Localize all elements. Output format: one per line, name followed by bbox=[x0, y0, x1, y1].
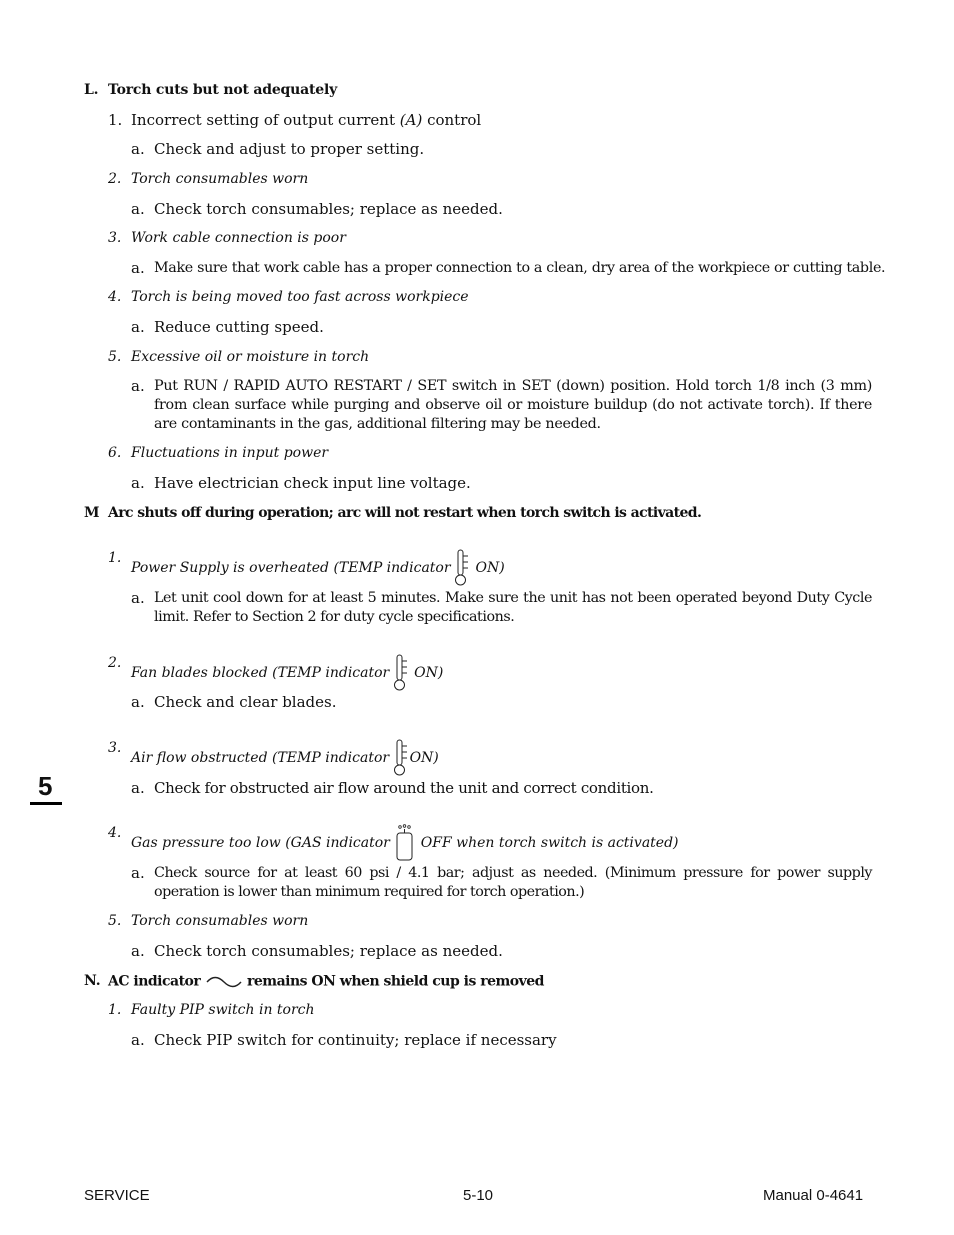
l-item6-a-marker: a. bbox=[131, 474, 145, 492]
l-item2-text: Torch consumables worn bbox=[131, 171, 309, 187]
l-item5-text: Excessive oil or moisture in torch bbox=[131, 349, 370, 365]
m-item1-pre: Power Supply is overheated (TEMP indicator bbox=[131, 560, 456, 576]
section-tab bbox=[30, 772, 62, 806]
m-item3-post: ON) bbox=[409, 750, 439, 766]
l-item1-post: control bbox=[422, 111, 482, 129]
m-item4-a-text: Check source for at least 60 psi / 4.1 bar; adjust as needed. (Minimum pressure for power supply operation is lower than minimum required for torch operation.) bbox=[154, 865, 872, 900]
thermometer-icon bbox=[455, 549, 471, 587]
m-item4-text bbox=[131, 824, 679, 862]
l-item5-a-marker: a. bbox=[131, 377, 145, 395]
m-item1-a-marker: a. bbox=[131, 589, 145, 607]
l-item4-text: Torch is being moved too fast across workpiece bbox=[131, 289, 469, 305]
m-item5-text: Torch consumables worn bbox=[131, 913, 309, 929]
l-item3-number: 3. bbox=[108, 230, 122, 246]
l-item6-a-text: Have electrician check input line voltage. bbox=[154, 474, 471, 492]
l-item1-a-marker: a. bbox=[131, 140, 145, 158]
l-item2-a-text: Check torch consumables; replace as needed. bbox=[154, 200, 503, 218]
m-item3-a-text: Check for obstructed air flow around the unit and correct condition. bbox=[154, 779, 654, 797]
m-item5-a-text: Check torch consumables; replace as needed. bbox=[154, 942, 503, 960]
m-item3-a-marker: a. bbox=[131, 779, 145, 797]
section-l-heading: Torch cuts but not adequately bbox=[108, 82, 338, 98]
l-item2-a-marker: a. bbox=[131, 200, 145, 218]
m-item4-a-marker: a. bbox=[131, 864, 145, 882]
m-item1-a-text: Let unit cool down for at least 5 minutes. Make sure the unit has not been operated beyond Duty Cycle limit. Refer to Section 2 for duty cycle specifications. bbox=[154, 590, 872, 625]
m-item3-pre: Air flow obstructed (TEMP indicator bbox=[131, 750, 394, 766]
section-l-marker: L. bbox=[84, 82, 99, 98]
section-n-heading bbox=[108, 972, 544, 992]
ac-wave-icon bbox=[205, 972, 243, 991]
l-item1-number: 1. bbox=[108, 111, 123, 129]
m-item3-text bbox=[131, 739, 439, 777]
m-item5-number: 5. bbox=[108, 913, 122, 929]
thermometer-icon bbox=[394, 654, 410, 692]
n-item1-number: 1. bbox=[108, 1002, 122, 1018]
m-item4-pre: Gas pressure too low (GAS indicator bbox=[131, 835, 395, 851]
m-item5-a-marker: a. bbox=[131, 942, 145, 960]
thermometer-icon bbox=[394, 739, 410, 777]
m-item1-post: ON) bbox=[471, 560, 505, 576]
footer-section-name: SERVICE bbox=[84, 1187, 150, 1204]
m-item3-number: 3. bbox=[108, 740, 122, 756]
m-item2-post: ON) bbox=[409, 665, 444, 681]
m-item4-post: OFF when torch switch is activated) bbox=[416, 835, 679, 851]
n-item1-a-marker: a. bbox=[131, 1031, 145, 1049]
l-item1-pre: Incorrect setting of output current bbox=[131, 111, 400, 129]
l-item3-a-marker: a. bbox=[131, 259, 145, 277]
l-item4-number: 4. bbox=[108, 289, 122, 305]
gas-cylinder-icon bbox=[394, 824, 416, 862]
l-item1-em: (A) bbox=[399, 111, 423, 129]
m-item2-a-text: Check and clear blades. bbox=[154, 693, 337, 711]
section-m-heading: Arc shuts off during operation; arc will not restart when torch switch is activated. bbox=[108, 505, 702, 521]
l-item5-a-text: Put RUN / RAPID AUTO RESTART / SET switch in SET (down) position. Hold torch 1/8 inch (3 mm) from clean surface while purging and observe oil or moisture buildup (do not activate torch). If there are contaminants in the gas, additional filtering may be needed. bbox=[154, 378, 872, 432]
m-item2-number: 2. bbox=[108, 655, 122, 671]
n-item1-text: Faulty PIP switch in torch bbox=[131, 1002, 315, 1018]
l-item2-number: 2. bbox=[108, 171, 122, 187]
footer-page-number: 5-10 bbox=[463, 1187, 494, 1204]
m-item2-text bbox=[131, 654, 443, 692]
l-item3-text: Work cable connection is poor bbox=[131, 230, 346, 246]
l-item4-a-marker: a. bbox=[131, 318, 145, 336]
footer-manual-number: Manual 0-4641 bbox=[763, 1187, 864, 1204]
section-m-marker: M bbox=[84, 505, 100, 521]
m-item1-number: 1. bbox=[108, 550, 122, 566]
n-heading-post: remains ON when shield cup is removed bbox=[242, 973, 544, 990]
m-item2-a-marker: a. bbox=[131, 693, 145, 711]
l-item1-a-text: Check and adjust to proper setting. bbox=[154, 140, 425, 158]
m-item4-number: 4. bbox=[108, 825, 122, 841]
l-item1-text bbox=[131, 111, 481, 130]
section-tab-number: 5 bbox=[38, 771, 53, 801]
n-item1-a-text: Check PIP switch for continuity; replace if necessary bbox=[154, 1031, 557, 1049]
l-item6-number: 6. bbox=[108, 445, 122, 461]
section-n-marker: N. bbox=[84, 973, 101, 989]
l-item5-number: 5. bbox=[108, 349, 122, 365]
section-tab-rule bbox=[30, 802, 62, 805]
n-heading-pre: AC indicator bbox=[108, 973, 205, 990]
m-item2-pre: Fan blades blocked (TEMP indicator bbox=[131, 665, 394, 681]
l-item6-text: Fluctuations in input power bbox=[131, 445, 329, 461]
m-item1-text bbox=[131, 549, 505, 587]
l-item4-a-text: Reduce cutting speed. bbox=[154, 318, 324, 336]
l-item3-a-text: Make sure that work cable has a proper connection to a clean, dry area of the workpiece or cutting table. bbox=[154, 260, 886, 276]
